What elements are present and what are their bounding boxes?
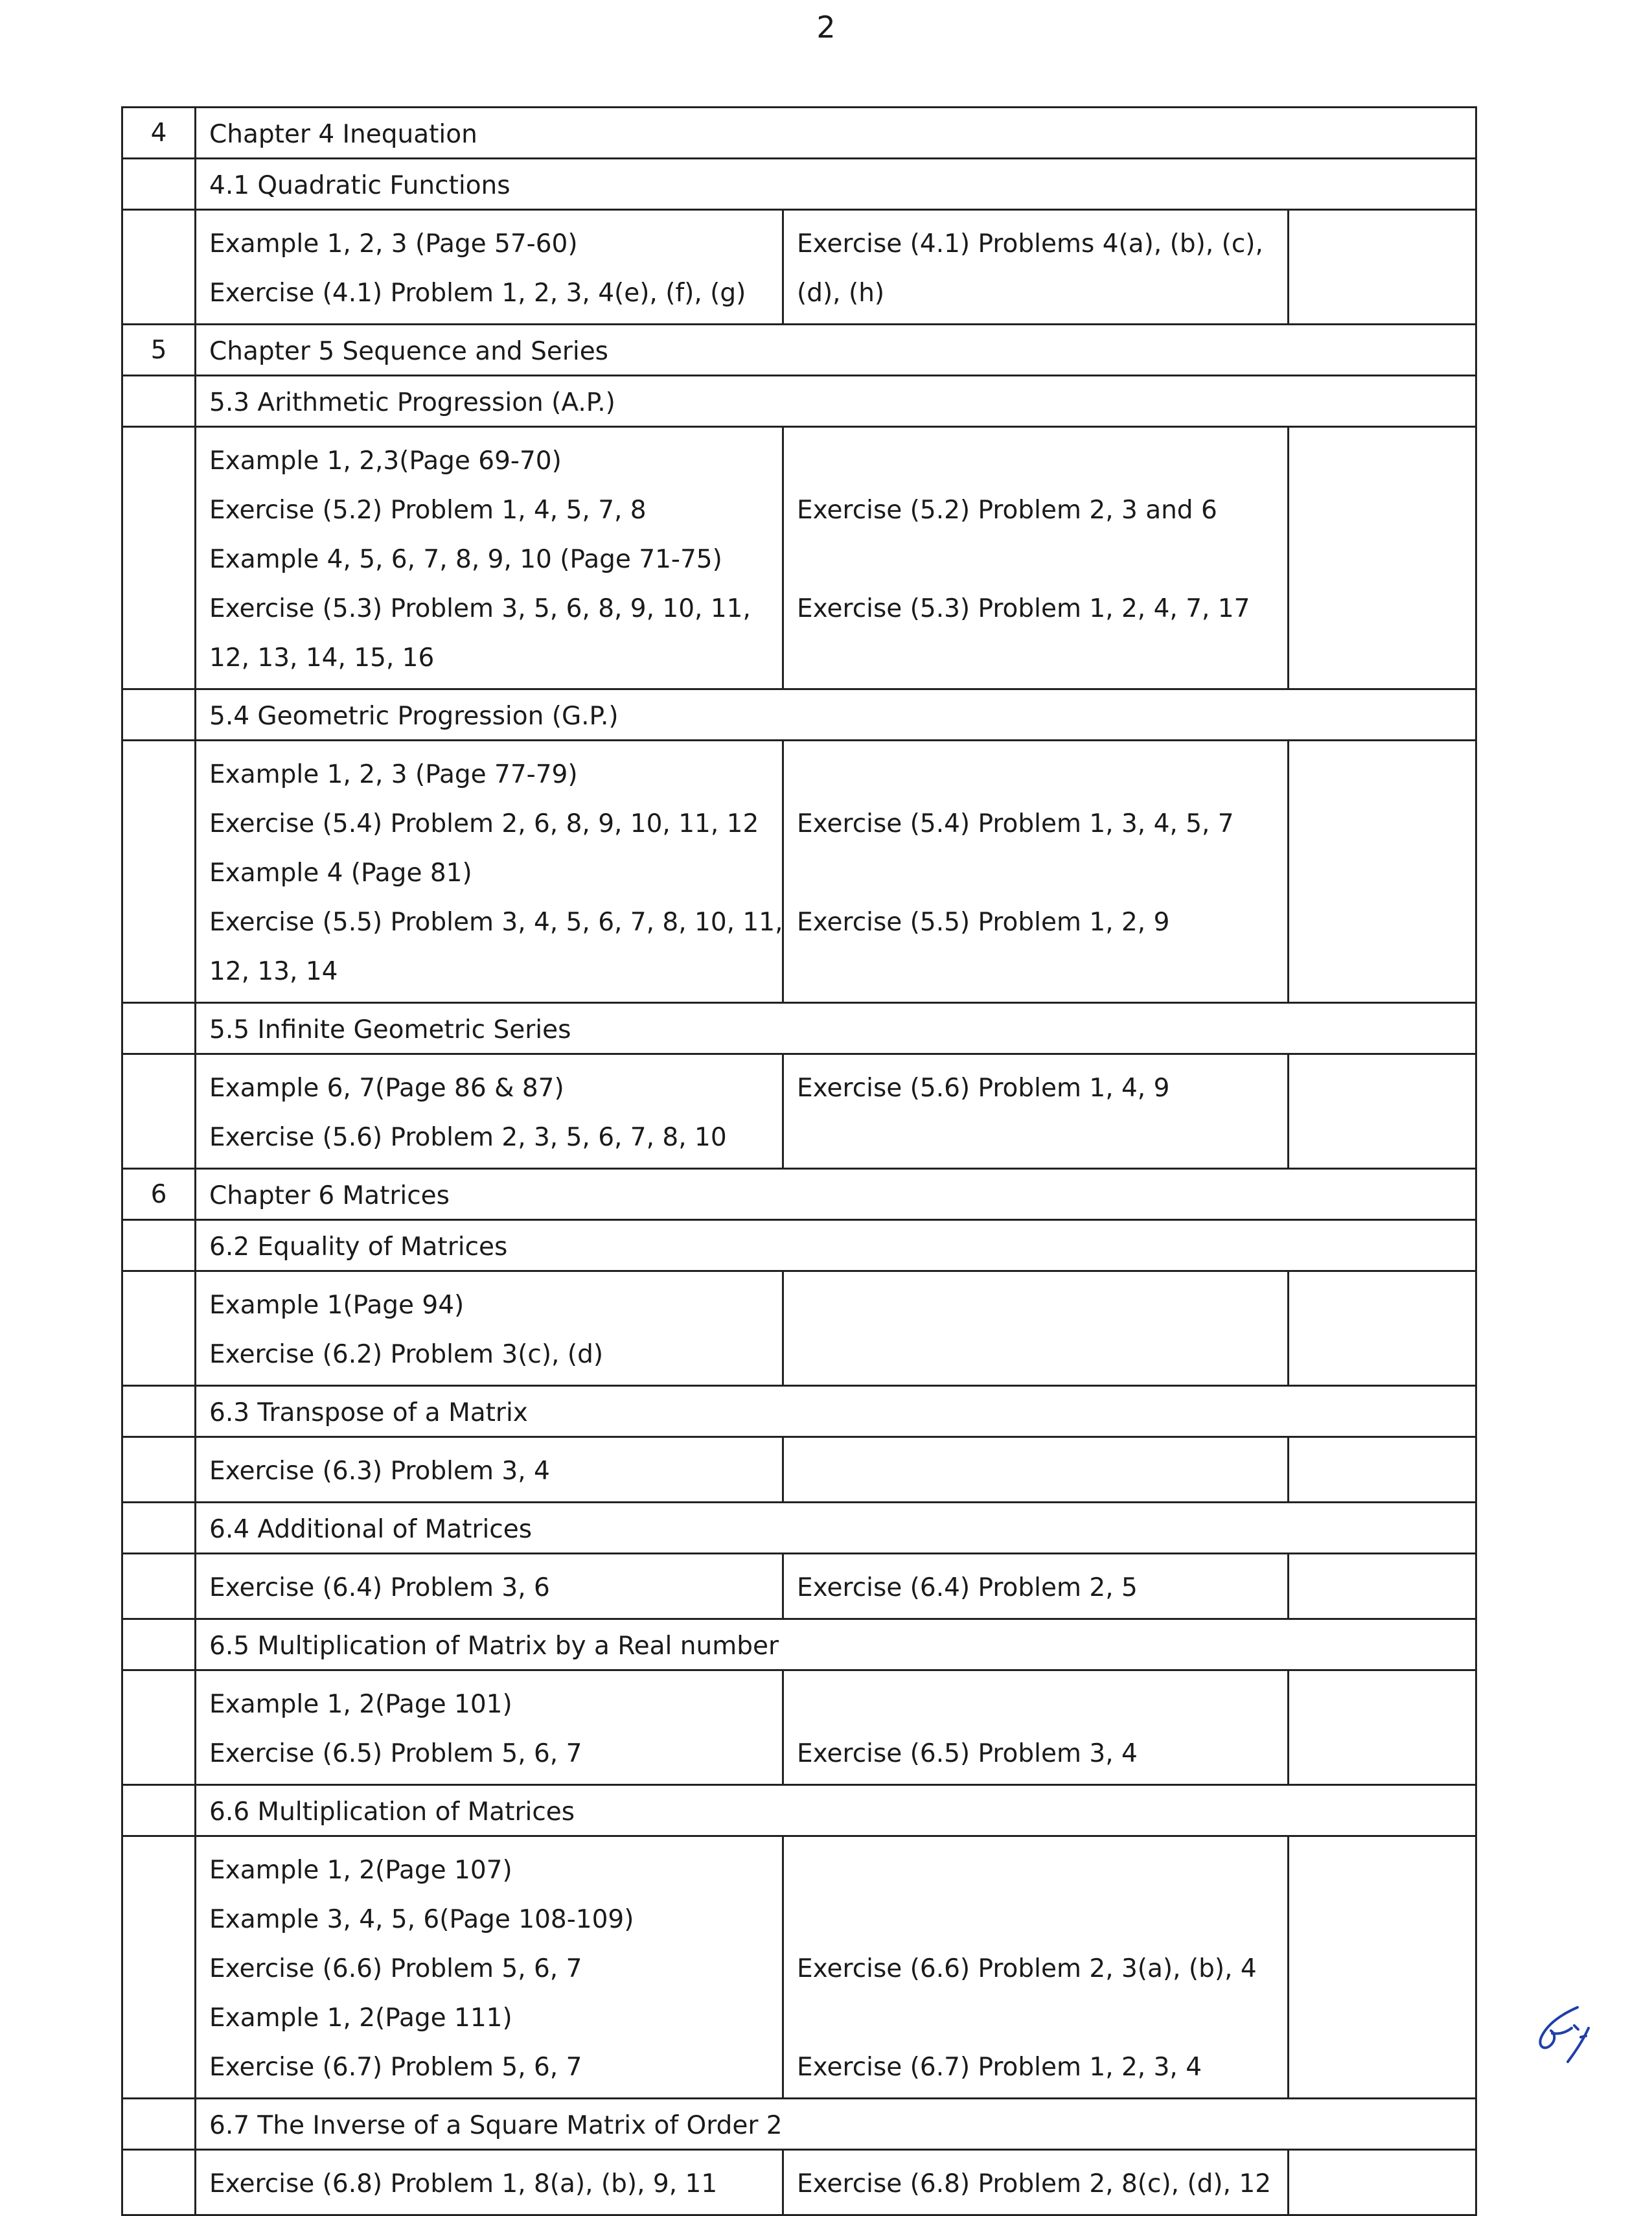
section-heading-row xyxy=(122,2099,1476,2150)
section-title: 6.3 Transpose of a Matrix xyxy=(196,1386,1476,1437)
section-heading-row xyxy=(122,1386,1476,1437)
chapter-number-cell: 5 xyxy=(122,325,196,376)
extra-exercises-cell xyxy=(783,1271,1289,1386)
example-line: Exercise (5.3) Problem 3, 5, 6, 8, 9, 10, 11, xyxy=(209,594,751,623)
chapter-number-cell xyxy=(122,2150,196,2215)
extra-exercises-cell xyxy=(783,741,1289,1003)
syllabus-table-body xyxy=(122,108,1476,2215)
examples-cell xyxy=(196,1670,783,1785)
extra-exercises-cell xyxy=(783,2150,1289,2215)
blank-cell xyxy=(1289,2150,1476,2215)
example-line: Exercise (4.1) Problem 1, 2, 3, 4(e), (f), (g) xyxy=(209,279,746,308)
section-heading-row xyxy=(122,325,1476,376)
examples-cell xyxy=(196,1554,783,1619)
extra-exercises-cell xyxy=(783,1054,1289,1169)
exercise-row xyxy=(122,1054,1476,1169)
examples-cell xyxy=(196,2150,783,2215)
example-line: Example 1, 2(Page 101) xyxy=(209,1690,512,1719)
example-line: Exercise (6.2) Problem 3(c), (d) xyxy=(209,1340,604,1369)
chapter-number-cell xyxy=(122,1271,196,1386)
examples-cell xyxy=(196,427,783,689)
chapter-number-cell: 6 xyxy=(122,1169,196,1220)
example-line: 12, 13, 14, 15, 16 xyxy=(209,643,435,673)
blank-cell xyxy=(1289,741,1476,1003)
blank-cell xyxy=(1289,1054,1476,1169)
example-line: Exercise (6.5) Problem 5, 6, 7 xyxy=(209,1739,582,1768)
section-title: 4.1 Quadratic Functions xyxy=(196,159,1476,210)
section-heading-row xyxy=(122,1220,1476,1271)
section-title: Chapter 6 Matrices xyxy=(196,1169,1476,1220)
extra-exercise-line: Exercise (6.7) Problem 1, 2, 3, 4 xyxy=(797,2053,1202,2082)
exercise-row xyxy=(122,1554,1476,1619)
example-line: Exercise (5.5) Problem 3, 4, 5, 6, 7, 8, 10, 11, xyxy=(209,908,783,937)
example-line: Exercise (6.3) Problem 3, 4 xyxy=(209,1457,550,1486)
example-line: Example 4 (Page 81) xyxy=(209,859,472,888)
extra-exercise-line: Exercise (5.5) Problem 1, 2, 9 xyxy=(797,908,1170,937)
exercise-row xyxy=(122,741,1476,1003)
example-line: Example 1, 2,3(Page 69-70) xyxy=(209,446,562,476)
section-heading-row xyxy=(122,689,1476,741)
extra-exercise-line: Exercise (6.8) Problem 2, 8(c), (d), 12 xyxy=(797,2169,1272,2199)
example-line: Example 4, 5, 6, 7, 8, 9, 10 (Page 71-75) xyxy=(209,545,722,574)
syllabus-table xyxy=(121,106,1477,2216)
extra-exercises-cell xyxy=(783,1554,1289,1619)
extra-exercise-line: Exercise (5.3) Problem 1, 2, 4, 7, 17 xyxy=(797,594,1250,623)
extra-exercises-cell xyxy=(783,1437,1289,1503)
blank-cell xyxy=(1289,1670,1476,1785)
blank-cell xyxy=(1289,1437,1476,1503)
chapter-number-cell xyxy=(122,1437,196,1503)
example-line: Exercise (5.2) Problem 1, 4, 5, 7, 8 xyxy=(209,496,647,525)
chapter-number-cell xyxy=(122,2099,196,2150)
exercise-row xyxy=(122,1437,1476,1503)
exercise-row xyxy=(122,1836,1476,2099)
example-line: 12, 13, 14 xyxy=(209,957,338,986)
example-line: Example 3, 4, 5, 6(Page 108-109) xyxy=(209,1905,634,1934)
blank-cell xyxy=(1289,1554,1476,1619)
section-title: Chapter 5 Sequence and Series xyxy=(196,325,1476,376)
chapter-number-cell xyxy=(122,427,196,689)
example-line: Exercise (6.4) Problem 3, 6 xyxy=(209,1573,550,1602)
section-title: Chapter 4 Inequation xyxy=(196,108,1476,159)
example-line: Example 1, 2, 3 (Page 77-79) xyxy=(209,760,578,789)
chapter-number-cell xyxy=(122,210,196,325)
exercise-row xyxy=(122,2150,1476,2215)
chapter-number-cell xyxy=(122,159,196,210)
example-line: Exercise (5.6) Problem 2, 3, 5, 6, 7, 8, 10 xyxy=(209,1123,727,1152)
chapter-number-cell xyxy=(122,1619,196,1670)
example-line: Exercise (6.7) Problem 5, 6, 7 xyxy=(209,2053,582,2082)
extra-exercise-line: Exercise (6.6) Problem 2, 3(a), (b), 4 xyxy=(797,1954,1257,1983)
handwritten-signature xyxy=(1529,2002,1613,2067)
extra-exercise-line: Exercise (5.6) Problem 1, 4, 9 xyxy=(797,1074,1170,1103)
section-title: 5.4 Geometric Progression (G.P.) xyxy=(196,689,1476,741)
chapter-number-cell xyxy=(122,376,196,427)
examples-cell xyxy=(196,1836,783,2099)
example-line: Example 1, 2, 3 (Page 57-60) xyxy=(209,229,578,259)
section-heading-row xyxy=(122,1169,1476,1220)
examples-cell xyxy=(196,1437,783,1503)
extra-exercise-line: Exercise (4.1) Problems 4(a), (b), (c), (d), (h) xyxy=(797,229,1263,308)
section-title: 6.7 The Inverse of a Square Matrix of Order 2 xyxy=(196,2099,1476,2150)
examples-cell xyxy=(196,1054,783,1169)
section-title: 6.6 Multiplication of Matrices xyxy=(196,1785,1476,1836)
extra-exercise-line: Exercise (6.4) Problem 2, 5 xyxy=(797,1573,1138,1602)
example-line: Exercise (6.6) Problem 5, 6, 7 xyxy=(209,1954,582,1983)
extra-exercises-cell xyxy=(783,1836,1289,2099)
section-title: 5.5 Infinite Geometric Series xyxy=(196,1003,1476,1054)
blank-cell xyxy=(1289,427,1476,689)
chapter-number-cell xyxy=(122,1054,196,1169)
extra-exercise-line: Exercise (6.5) Problem 3, 4 xyxy=(797,1739,1138,1768)
example-line: Exercise (5.4) Problem 2, 6, 8, 9, 10, 11, 12 xyxy=(209,809,759,838)
extra-exercises-cell xyxy=(783,210,1289,325)
chapter-number-cell xyxy=(122,1503,196,1554)
example-line: Example 1(Page 94) xyxy=(209,1291,465,1320)
section-heading-row xyxy=(122,108,1476,159)
chapter-number-cell: 4 xyxy=(122,108,196,159)
chapter-number-cell xyxy=(122,1670,196,1785)
section-heading-row xyxy=(122,1503,1476,1554)
section-title: 6.5 Multiplication of Matrix by a Real number xyxy=(196,1619,1476,1670)
section-heading-row xyxy=(122,1619,1476,1670)
examples-cell xyxy=(196,741,783,1003)
exercise-row xyxy=(122,1271,1476,1386)
chapter-number-cell xyxy=(122,1003,196,1054)
section-heading-row xyxy=(122,376,1476,427)
section-heading-row xyxy=(122,1785,1476,1836)
chapter-number-cell xyxy=(122,1554,196,1619)
exercise-row xyxy=(122,1670,1476,1785)
section-heading-row xyxy=(122,159,1476,210)
section-title: 6.4 Additional of Matrices xyxy=(196,1503,1476,1554)
chapter-number-cell xyxy=(122,1785,196,1836)
extra-exercises-cell xyxy=(783,1670,1289,1785)
examples-cell xyxy=(196,210,783,325)
example-line: Example 1, 2(Page 107) xyxy=(209,1856,512,1885)
section-title: 6.2 Equality of Matrices xyxy=(196,1220,1476,1271)
example-line: Example 1, 2(Page 111) xyxy=(209,2003,512,2033)
blank-cell xyxy=(1289,210,1476,325)
extra-exercise-line: Exercise (5.2) Problem 2, 3 and 6 xyxy=(797,496,1217,525)
blank-cell xyxy=(1289,1271,1476,1386)
examples-cell xyxy=(196,1271,783,1386)
extra-exercise-line: Exercise (5.4) Problem 1, 3, 4, 5, 7 xyxy=(797,809,1234,838)
chapter-number-cell xyxy=(122,689,196,741)
chapter-number-cell xyxy=(122,1836,196,2099)
blank-cell xyxy=(1289,1836,1476,2099)
chapter-number-cell xyxy=(122,1220,196,1271)
example-line: Example 6, 7(Page 86 & 87) xyxy=(209,1074,564,1103)
section-title: 5.3 Arithmetic Progression (A.P.) xyxy=(196,376,1476,427)
extra-exercises-cell xyxy=(783,427,1289,689)
example-line: Exercise (6.8) Problem 1, 8(a), (b), 9, 11 xyxy=(209,2169,718,2199)
exercise-row xyxy=(122,210,1476,325)
page-number: 2 xyxy=(816,10,836,45)
chapter-number-cell xyxy=(122,741,196,1003)
section-heading-row xyxy=(122,1003,1476,1054)
chapter-number-cell xyxy=(122,1386,196,1437)
exercise-row xyxy=(122,427,1476,689)
